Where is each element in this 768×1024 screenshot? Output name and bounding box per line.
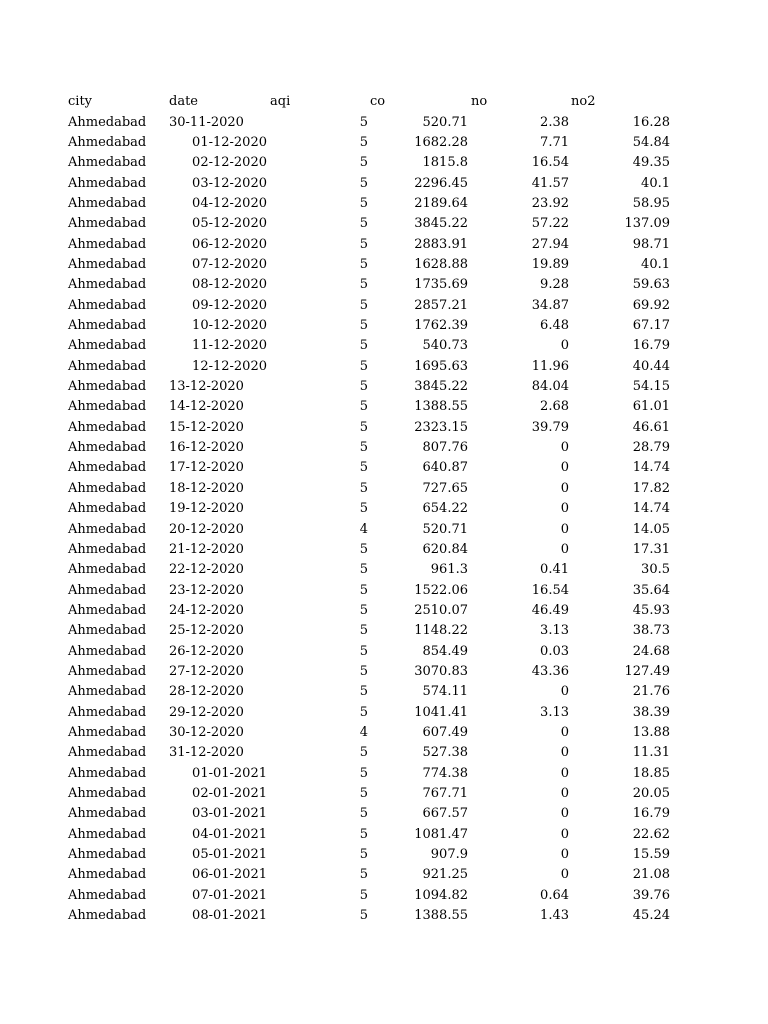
cell-co: 774.38 bbox=[422, 765, 468, 781]
cell-co: 1094.82 bbox=[414, 887, 468, 903]
table-row bbox=[0, 601, 768, 621]
cell-no: 57.22 bbox=[531, 216, 569, 232]
cell-no2: 61.01 bbox=[632, 399, 670, 415]
cell-date: 05-01-2021 bbox=[192, 847, 267, 863]
table-row bbox=[0, 865, 768, 885]
cell-aqi: 4 bbox=[359, 521, 368, 537]
cell-co: 727.65 bbox=[422, 480, 468, 496]
cell-date: 12-12-2020 bbox=[192, 358, 267, 374]
cell-no: 27.94 bbox=[531, 236, 569, 252]
header-row bbox=[0, 92, 768, 112]
cell-aqi: 5 bbox=[359, 602, 368, 618]
cell-co: 1762.39 bbox=[414, 318, 468, 333]
cell-city: Ahmedabad bbox=[68, 318, 147, 333]
table-row bbox=[0, 825, 768, 845]
cell-no2: 40.1 bbox=[641, 256, 670, 272]
cell-co: 654.22 bbox=[422, 501, 468, 517]
cell-no2: 21.08 bbox=[632, 867, 670, 883]
cell-no: 0 bbox=[560, 867, 569, 883]
cell-no: 0 bbox=[560, 480, 569, 496]
cell-no: 1.43 bbox=[540, 908, 569, 924]
cell-co: 640.87 bbox=[422, 460, 468, 476]
table-row bbox=[0, 316, 768, 336]
cell-no2: 14.74 bbox=[632, 501, 670, 517]
cell-date: 25-12-2020 bbox=[169, 623, 244, 639]
cell-no2: 28.79 bbox=[632, 440, 670, 456]
cell-date: 10-12-2020 bbox=[192, 318, 267, 333]
cell-aqi: 5 bbox=[359, 623, 368, 639]
cell-no: 9.28 bbox=[540, 277, 569, 293]
cell-aqi: 5 bbox=[359, 684, 368, 700]
cell-city: Ahmedabad bbox=[68, 236, 147, 252]
header-aqi: aqi bbox=[270, 94, 291, 109]
cell-no: 16.54 bbox=[531, 155, 569, 171]
cell-aqi: 5 bbox=[359, 216, 368, 232]
cell-no2: 38.73 bbox=[632, 623, 670, 639]
cell-no2: 30.5 bbox=[641, 562, 670, 578]
cell-no: 0 bbox=[560, 786, 569, 802]
cell-co: 2323.15 bbox=[414, 419, 468, 435]
cell-city: Ahmedabad bbox=[68, 338, 147, 354]
cell-aqi: 5 bbox=[359, 541, 368, 557]
table-row bbox=[0, 784, 768, 804]
cell-no: 0 bbox=[560, 745, 569, 761]
cell-co: 1148.22 bbox=[414, 623, 468, 639]
cell-aqi: 5 bbox=[359, 277, 368, 293]
table-row bbox=[0, 621, 768, 641]
cell-city: Ahmedabad bbox=[68, 379, 147, 395]
cell-no: 43.36 bbox=[531, 663, 569, 679]
cell-date: 13-12-2020 bbox=[169, 379, 244, 395]
cell-aqi: 5 bbox=[359, 318, 368, 333]
cell-no2: 20.05 bbox=[632, 786, 670, 802]
cell-aqi: 5 bbox=[359, 704, 368, 720]
cell-no2: 40.1 bbox=[641, 175, 670, 191]
cell-no: 39.79 bbox=[531, 419, 569, 435]
cell-date: 20-12-2020 bbox=[169, 521, 244, 537]
cell-no: 0 bbox=[560, 684, 569, 700]
cell-no: 0.64 bbox=[540, 887, 569, 903]
cell-aqi: 5 bbox=[359, 501, 368, 517]
cell-co: 807.76 bbox=[422, 440, 468, 456]
cell-no2: 40.44 bbox=[632, 358, 670, 374]
cell-date: 22-12-2020 bbox=[169, 562, 244, 578]
cell-no: 41.57 bbox=[531, 175, 569, 191]
cell-no2: 39.76 bbox=[632, 887, 670, 903]
table-row bbox=[0, 174, 768, 194]
cell-aqi: 5 bbox=[359, 175, 368, 191]
cell-no: 0 bbox=[560, 806, 569, 822]
cell-aqi: 5 bbox=[359, 847, 368, 863]
cell-date: 01-12-2020 bbox=[192, 134, 267, 150]
cell-aqi: 5 bbox=[359, 358, 368, 374]
cell-date: 30-12-2020 bbox=[169, 725, 244, 740]
cell-date: 01-01-2021 bbox=[192, 765, 267, 781]
cell-aqi: 5 bbox=[359, 786, 368, 802]
cell-city: Ahmedabad bbox=[68, 460, 147, 476]
cell-aqi: 5 bbox=[359, 745, 368, 761]
cell-no2: 59.63 bbox=[632, 277, 670, 293]
cell-co: 2857.21 bbox=[414, 297, 468, 313]
cell-aqi: 5 bbox=[359, 887, 368, 903]
table-row bbox=[0, 764, 768, 784]
cell-co: 520.71 bbox=[422, 521, 468, 537]
cell-date: 07-12-2020 bbox=[192, 256, 267, 272]
cell-co: 1628.88 bbox=[414, 256, 468, 272]
cell-city: Ahmedabad bbox=[68, 358, 147, 374]
cell-no2: 11.31 bbox=[632, 745, 670, 761]
table-row bbox=[0, 642, 768, 662]
cell-city: Ahmedabad bbox=[68, 134, 147, 150]
cell-date: 17-12-2020 bbox=[169, 460, 244, 476]
header-co: co bbox=[370, 94, 386, 109]
cell-no2: 45.24 bbox=[632, 908, 670, 924]
cell-date: 16-12-2020 bbox=[169, 440, 244, 456]
cell-no: 7.71 bbox=[540, 134, 569, 150]
cell-date: 07-01-2021 bbox=[192, 887, 267, 903]
cell-city: Ahmedabad bbox=[68, 602, 147, 618]
cell-aqi: 5 bbox=[359, 338, 368, 354]
cell-city: Ahmedabad bbox=[68, 786, 147, 802]
cell-city: Ahmedabad bbox=[68, 684, 147, 700]
table-row bbox=[0, 743, 768, 763]
cell-date: 02-01-2021 bbox=[192, 786, 267, 802]
cell-city: Ahmedabad bbox=[68, 663, 147, 679]
cell-date: 30-11-2020 bbox=[169, 114, 244, 130]
cell-co: 527.38 bbox=[422, 745, 468, 761]
cell-co: 1735.69 bbox=[414, 277, 468, 293]
cell-no: 0 bbox=[560, 826, 569, 842]
cell-city: Ahmedabad bbox=[68, 175, 147, 191]
cell-no: 0 bbox=[560, 847, 569, 863]
cell-date: 05-12-2020 bbox=[192, 216, 267, 232]
cell-city: Ahmedabad bbox=[68, 480, 147, 496]
cell-aqi: 5 bbox=[359, 908, 368, 924]
cell-city: Ahmedabad bbox=[68, 704, 147, 720]
cell-co: 921.25 bbox=[422, 867, 468, 883]
header-no: no bbox=[471, 94, 488, 109]
cell-aqi: 5 bbox=[359, 440, 368, 456]
cell-no2: 46.61 bbox=[632, 419, 670, 435]
cell-co: 1388.55 bbox=[414, 908, 468, 924]
cell-date: 23-12-2020 bbox=[169, 582, 244, 598]
cell-aqi: 5 bbox=[359, 826, 368, 842]
cell-city: Ahmedabad bbox=[68, 297, 147, 313]
cell-aqi: 5 bbox=[359, 155, 368, 171]
cell-aqi: 5 bbox=[359, 562, 368, 578]
cell-date: 08-12-2020 bbox=[192, 277, 267, 293]
cell-city: Ahmedabad bbox=[68, 643, 147, 659]
cell-no: 34.87 bbox=[531, 297, 569, 313]
cell-no: 0 bbox=[560, 725, 569, 740]
table-row bbox=[0, 458, 768, 478]
cell-date: 03-12-2020 bbox=[192, 175, 267, 191]
cell-city: Ahmedabad bbox=[68, 440, 147, 456]
table-row bbox=[0, 438, 768, 458]
cell-no: 0.03 bbox=[540, 643, 569, 659]
cell-no2: 21.76 bbox=[632, 684, 670, 700]
cell-no2: 17.82 bbox=[632, 480, 670, 496]
cell-aqi: 5 bbox=[359, 379, 368, 395]
cell-no: 0 bbox=[560, 338, 569, 354]
cell-no: 0 bbox=[560, 501, 569, 517]
cell-co: 2883.91 bbox=[414, 236, 468, 252]
cell-date: 03-01-2021 bbox=[192, 806, 267, 822]
cell-date: 14-12-2020 bbox=[169, 399, 244, 415]
cell-co: 907.9 bbox=[430, 847, 468, 863]
cell-aqi: 4 bbox=[359, 725, 368, 740]
cell-aqi: 5 bbox=[359, 195, 368, 211]
cell-city: Ahmedabad bbox=[68, 867, 147, 883]
cell-date: 21-12-2020 bbox=[169, 541, 244, 557]
cell-co: 767.71 bbox=[422, 786, 468, 802]
table-row bbox=[0, 540, 768, 560]
table-row bbox=[0, 275, 768, 295]
cell-co: 961.3 bbox=[430, 562, 468, 578]
cell-date: 26-12-2020 bbox=[169, 643, 244, 659]
table-row bbox=[0, 214, 768, 234]
cell-co: 1388.55 bbox=[414, 399, 468, 415]
cell-co: 620.84 bbox=[422, 541, 468, 557]
cell-no2: 14.05 bbox=[632, 521, 670, 537]
cell-no: 0.41 bbox=[540, 562, 569, 578]
table-row bbox=[0, 418, 768, 438]
cell-no2: 13.88 bbox=[632, 725, 670, 740]
cell-city: Ahmedabad bbox=[68, 826, 147, 842]
cell-aqi: 5 bbox=[359, 399, 368, 415]
cell-co: 1081.47 bbox=[414, 826, 468, 842]
cell-aqi: 5 bbox=[359, 765, 368, 781]
cell-co: 1041.41 bbox=[414, 704, 468, 720]
cell-no2: 54.84 bbox=[632, 134, 670, 150]
cell-city: Ahmedabad bbox=[68, 562, 147, 578]
cell-city: Ahmedabad bbox=[68, 623, 147, 639]
cell-date: 15-12-2020 bbox=[169, 419, 244, 435]
cell-no2: 14.74 bbox=[632, 460, 670, 476]
cell-no2: 54.15 bbox=[632, 379, 670, 395]
cell-city: Ahmedabad bbox=[68, 501, 147, 517]
cell-no: 11.96 bbox=[531, 358, 569, 374]
table-row bbox=[0, 397, 768, 417]
table-row bbox=[0, 255, 768, 275]
cell-aqi: 5 bbox=[359, 419, 368, 435]
table-row bbox=[0, 296, 768, 316]
cell-no: 0 bbox=[560, 460, 569, 476]
cell-co: 3845.22 bbox=[414, 379, 468, 395]
table-row bbox=[0, 520, 768, 540]
cell-no: 0 bbox=[560, 440, 569, 456]
cell-no: 23.92 bbox=[531, 195, 569, 211]
cell-date: 27-12-2020 bbox=[169, 663, 244, 679]
table-row bbox=[0, 723, 768, 743]
cell-no: 3.13 bbox=[540, 623, 569, 639]
cell-city: Ahmedabad bbox=[68, 521, 147, 537]
cell-city: Ahmedabad bbox=[68, 725, 147, 740]
cell-date: 18-12-2020 bbox=[169, 480, 244, 496]
cell-aqi: 5 bbox=[359, 114, 368, 130]
cell-city: Ahmedabad bbox=[68, 847, 147, 863]
cell-co: 540.73 bbox=[422, 338, 468, 354]
cell-no: 6.48 bbox=[540, 318, 569, 333]
cell-aqi: 5 bbox=[359, 867, 368, 883]
cell-city: Ahmedabad bbox=[68, 887, 147, 903]
cell-no2: 45.93 bbox=[632, 602, 670, 618]
cell-no: 2.38 bbox=[540, 114, 569, 130]
cell-no2: 22.62 bbox=[632, 826, 670, 842]
cell-aqi: 5 bbox=[359, 582, 368, 598]
cell-no2: 38.39 bbox=[632, 704, 670, 720]
cell-aqi: 5 bbox=[359, 460, 368, 476]
cell-city: Ahmedabad bbox=[68, 216, 147, 232]
cell-no2: 15.59 bbox=[632, 847, 670, 863]
header-no2: no2 bbox=[571, 94, 596, 109]
cell-city: Ahmedabad bbox=[68, 256, 147, 272]
cell-co: 1815.8 bbox=[422, 155, 468, 171]
cell-co: 667.57 bbox=[422, 806, 468, 822]
cell-aqi: 5 bbox=[359, 297, 368, 313]
cell-aqi: 5 bbox=[359, 806, 368, 822]
cell-date: 04-12-2020 bbox=[192, 195, 267, 211]
table-row bbox=[0, 194, 768, 214]
cell-no: 3.13 bbox=[540, 704, 569, 720]
cell-co: 854.49 bbox=[422, 643, 468, 659]
table-row bbox=[0, 845, 768, 865]
cell-date: 08-01-2021 bbox=[192, 908, 267, 924]
table-row bbox=[0, 906, 768, 926]
table-row bbox=[0, 886, 768, 906]
cell-date: 28-12-2020 bbox=[169, 684, 244, 700]
cell-city: Ahmedabad bbox=[68, 908, 147, 924]
cell-no2: 18.85 bbox=[632, 765, 670, 781]
cell-aqi: 5 bbox=[359, 256, 368, 272]
cell-no: 84.04 bbox=[531, 379, 569, 395]
cell-aqi: 5 bbox=[359, 643, 368, 659]
cell-no2: 17.31 bbox=[632, 541, 670, 557]
table-row bbox=[0, 153, 768, 173]
cell-city: Ahmedabad bbox=[68, 541, 147, 557]
cell-no2: 67.17 bbox=[632, 318, 670, 333]
cell-city: Ahmedabad bbox=[68, 806, 147, 822]
cell-no2: 127.49 bbox=[624, 663, 670, 679]
cell-date: 02-12-2020 bbox=[192, 155, 267, 171]
cell-no: 19.89 bbox=[531, 256, 569, 272]
cell-no: 0 bbox=[560, 541, 569, 557]
table-row bbox=[0, 581, 768, 601]
cell-aqi: 5 bbox=[359, 134, 368, 150]
table-row bbox=[0, 703, 768, 723]
header-date: date bbox=[169, 94, 198, 109]
cell-aqi: 5 bbox=[359, 236, 368, 252]
cell-date: 24-12-2020 bbox=[169, 602, 244, 618]
cell-no2: 69.92 bbox=[632, 297, 670, 313]
cell-co: 2189.64 bbox=[414, 195, 468, 211]
cell-co: 1522.06 bbox=[414, 582, 468, 598]
cell-no2: 24.68 bbox=[632, 643, 670, 659]
cell-no2: 35.64 bbox=[632, 582, 670, 598]
cell-no: 46.49 bbox=[531, 602, 569, 618]
cell-city: Ahmedabad bbox=[68, 155, 147, 171]
cell-no: 16.54 bbox=[531, 582, 569, 598]
table-row bbox=[0, 133, 768, 153]
cell-co: 3070.83 bbox=[414, 663, 468, 679]
cell-city: Ahmedabad bbox=[68, 419, 147, 435]
cell-no2: 98.71 bbox=[632, 236, 670, 252]
table-row bbox=[0, 682, 768, 702]
cell-co: 3845.22 bbox=[414, 216, 468, 232]
cell-city: Ahmedabad bbox=[68, 114, 147, 130]
table-row bbox=[0, 336, 768, 356]
cell-city: Ahmedabad bbox=[68, 399, 147, 415]
cell-date: 09-12-2020 bbox=[192, 297, 267, 313]
table-row bbox=[0, 235, 768, 255]
cell-co: 1682.28 bbox=[414, 134, 468, 150]
table-row bbox=[0, 377, 768, 397]
cell-date: 11-12-2020 bbox=[192, 338, 267, 354]
cell-aqi: 5 bbox=[359, 663, 368, 679]
table-row bbox=[0, 560, 768, 580]
cell-no: 2.68 bbox=[540, 399, 569, 415]
cell-city: Ahmedabad bbox=[68, 277, 147, 293]
cell-no: 0 bbox=[560, 765, 569, 781]
cell-city: Ahmedabad bbox=[68, 195, 147, 211]
table-row bbox=[0, 499, 768, 519]
table-row bbox=[0, 113, 768, 133]
table-row bbox=[0, 662, 768, 682]
cell-date: 04-01-2021 bbox=[192, 826, 267, 842]
cell-co: 2296.45 bbox=[414, 175, 468, 191]
cell-date: 31-12-2020 bbox=[169, 745, 244, 761]
cell-aqi: 5 bbox=[359, 480, 368, 496]
cell-no2: 16.28 bbox=[632, 114, 670, 130]
cell-city: Ahmedabad bbox=[68, 582, 147, 598]
header-city: city bbox=[68, 94, 93, 109]
cell-date: 06-12-2020 bbox=[192, 236, 267, 252]
cell-no2: 16.79 bbox=[632, 806, 670, 822]
cell-city: Ahmedabad bbox=[68, 765, 147, 781]
cell-co: 520.71 bbox=[422, 114, 468, 130]
cell-date: 06-01-2021 bbox=[192, 867, 267, 883]
cell-co: 2510.07 bbox=[414, 602, 468, 618]
cell-no2: 137.09 bbox=[624, 216, 670, 232]
cell-no2: 58.95 bbox=[632, 195, 670, 211]
table-row bbox=[0, 479, 768, 499]
cell-no2: 49.35 bbox=[632, 155, 670, 171]
table-row bbox=[0, 357, 768, 377]
cell-city: Ahmedabad bbox=[68, 745, 147, 761]
cell-no2: 16.79 bbox=[632, 338, 670, 354]
cell-date: 29-12-2020 bbox=[169, 704, 244, 720]
cell-date: 19-12-2020 bbox=[169, 501, 244, 517]
cell-co: 1695.63 bbox=[414, 358, 468, 374]
cell-no: 0 bbox=[560, 521, 569, 537]
cell-co: 574.11 bbox=[422, 684, 468, 700]
table-row bbox=[0, 804, 768, 824]
cell-co: 607.49 bbox=[422, 725, 468, 740]
